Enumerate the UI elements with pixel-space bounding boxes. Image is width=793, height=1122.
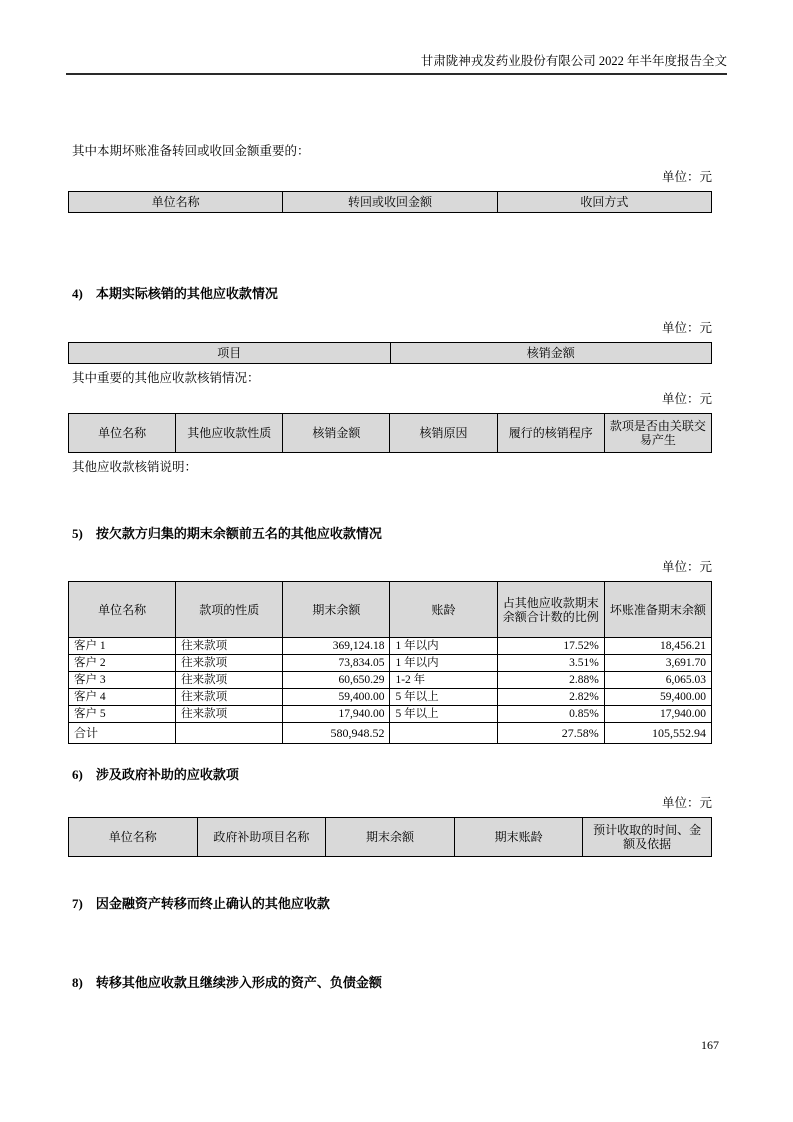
column-header: 政府补助项目名称 xyxy=(197,818,326,857)
column-header: 单位名称 xyxy=(69,818,198,857)
table-total-row xyxy=(69,723,712,744)
section-number: 7) xyxy=(72,896,83,911)
subsidy-table xyxy=(68,817,712,857)
section-heading-4 xyxy=(68,285,712,302)
section-title: 涉及政府补助的应收款项 xyxy=(95,767,239,782)
column-header: 核销金额 xyxy=(390,343,712,364)
column-header: 占其他应收款期末余额合计数的比例 xyxy=(497,582,604,638)
column-header: 项目 xyxy=(69,343,391,364)
cell: 2.82% xyxy=(497,689,604,706)
table-row xyxy=(69,689,712,706)
column-header: 其他应收款性质 xyxy=(176,414,283,453)
cell: 369,124.18 xyxy=(283,638,390,655)
cell: 5 年以上 xyxy=(390,689,497,706)
page-header xyxy=(66,0,727,75)
cell xyxy=(176,723,283,744)
recovery-table xyxy=(68,191,712,213)
cell: 1-2 年 xyxy=(390,672,497,689)
table-row xyxy=(69,706,712,723)
section-heading-7 xyxy=(68,895,712,912)
column-header: 账龄 xyxy=(390,582,497,638)
table-row xyxy=(69,655,712,672)
note-important-writeoff: 其中重要的其他应收款核销情况： xyxy=(72,371,260,385)
column-header: 单位名称 xyxy=(69,192,283,213)
column-header: 转回或收回金额 xyxy=(283,192,497,213)
writeoff-detail-table xyxy=(68,413,712,453)
column-header: 期末账龄 xyxy=(454,818,583,857)
cell: 59,400.00 xyxy=(604,689,711,706)
section-title: 转移其他应收款且继续涉入形成的资产、负债金额 xyxy=(95,975,382,990)
section-heading-6 xyxy=(68,766,712,783)
cell: 73,834.05 xyxy=(283,655,390,672)
cell: 合计 xyxy=(69,723,176,744)
top5-receivables-table xyxy=(68,581,712,744)
cell: 17.52% xyxy=(497,638,604,655)
page-header-title: 甘肃陇神戎发药业股份有限公司 2022 年半年度报告全文 xyxy=(420,54,727,68)
section-title: 因金融资产转移而终止确认的其他应收款 xyxy=(95,896,330,911)
unit-label: 单位：元 xyxy=(661,170,712,184)
column-header: 收回方式 xyxy=(497,192,711,213)
cell: 往来款项 xyxy=(176,638,283,655)
cell: 17,940.00 xyxy=(604,706,711,723)
column-header: 单位名称 xyxy=(69,582,176,638)
section-number: 4) xyxy=(72,286,83,301)
cell: 105,552.94 xyxy=(604,723,711,744)
section-number: 8) xyxy=(72,975,83,990)
cell: 6,065.03 xyxy=(604,672,711,689)
cell xyxy=(390,723,497,744)
column-header: 单位名称 xyxy=(69,414,176,453)
writeoff-table xyxy=(68,342,712,364)
table-header-row xyxy=(69,343,712,364)
section-number: 5) xyxy=(72,526,83,541)
cell: 客户 4 xyxy=(69,689,176,706)
section-heading-5 xyxy=(68,525,712,542)
cell: 17,940.00 xyxy=(283,706,390,723)
table-row xyxy=(69,638,712,655)
table-row xyxy=(69,672,712,689)
unit-label: 单位：元 xyxy=(661,392,712,406)
cell: 3.51% xyxy=(497,655,604,672)
cell: 2.88% xyxy=(497,672,604,689)
cell: 客户 3 xyxy=(69,672,176,689)
column-header: 期末余额 xyxy=(326,818,455,857)
unit-label: 单位：元 xyxy=(661,321,712,335)
cell: 客户 1 xyxy=(69,638,176,655)
cell: 5 年以上 xyxy=(390,706,497,723)
column-header: 预计收取的时间、金额及依据 xyxy=(583,818,712,857)
cell: 580,948.52 xyxy=(283,723,390,744)
cell: 往来款项 xyxy=(176,672,283,689)
section-number: 6) xyxy=(72,767,83,782)
column-header: 期末余额 xyxy=(283,582,390,638)
page-number: 167 xyxy=(701,1038,719,1052)
cell: 18,456.21 xyxy=(604,638,711,655)
note-writeoff-explain: 其他应收款核销说明： xyxy=(72,460,198,474)
cell: 1 年以内 xyxy=(390,638,497,655)
section-heading-8 xyxy=(68,974,712,991)
column-header: 核销原因 xyxy=(390,414,497,453)
cell: 往来款项 xyxy=(176,706,283,723)
cell: 27.58% xyxy=(497,723,604,744)
cell: 1 年以内 xyxy=(390,655,497,672)
unit-label: 单位：元 xyxy=(661,560,712,574)
cell: 0.85% xyxy=(497,706,604,723)
table-header-row xyxy=(69,192,712,213)
cell: 60,650.29 xyxy=(283,672,390,689)
cell: 3,691.70 xyxy=(604,655,711,672)
column-header: 坏账准备期末余额 xyxy=(604,582,711,638)
page-content xyxy=(68,76,712,991)
section-title: 本期实际核销的其他应收款情况 xyxy=(95,286,278,301)
cell: 59,400.00 xyxy=(283,689,390,706)
table-header-row xyxy=(69,414,712,453)
column-header: 款项的性质 xyxy=(176,582,283,638)
table-header-row xyxy=(69,582,712,638)
cell: 往来款项 xyxy=(176,689,283,706)
column-header: 履行的核销程序 xyxy=(497,414,604,453)
cell: 客户 5 xyxy=(69,706,176,723)
cell: 往来款项 xyxy=(176,655,283,672)
unit-label: 单位：元 xyxy=(661,796,712,810)
table-header-row xyxy=(69,818,712,857)
column-header: 款项是否由关联交易产生 xyxy=(604,414,711,453)
section-title: 按欠款方归集的期末余额前五名的其他应收款情况 xyxy=(95,526,382,541)
note-recovery-important: 其中本期坏账准备转回或收回金额重要的： xyxy=(72,144,310,158)
column-header: 核销金额 xyxy=(283,414,390,453)
cell: 客户 2 xyxy=(69,655,176,672)
